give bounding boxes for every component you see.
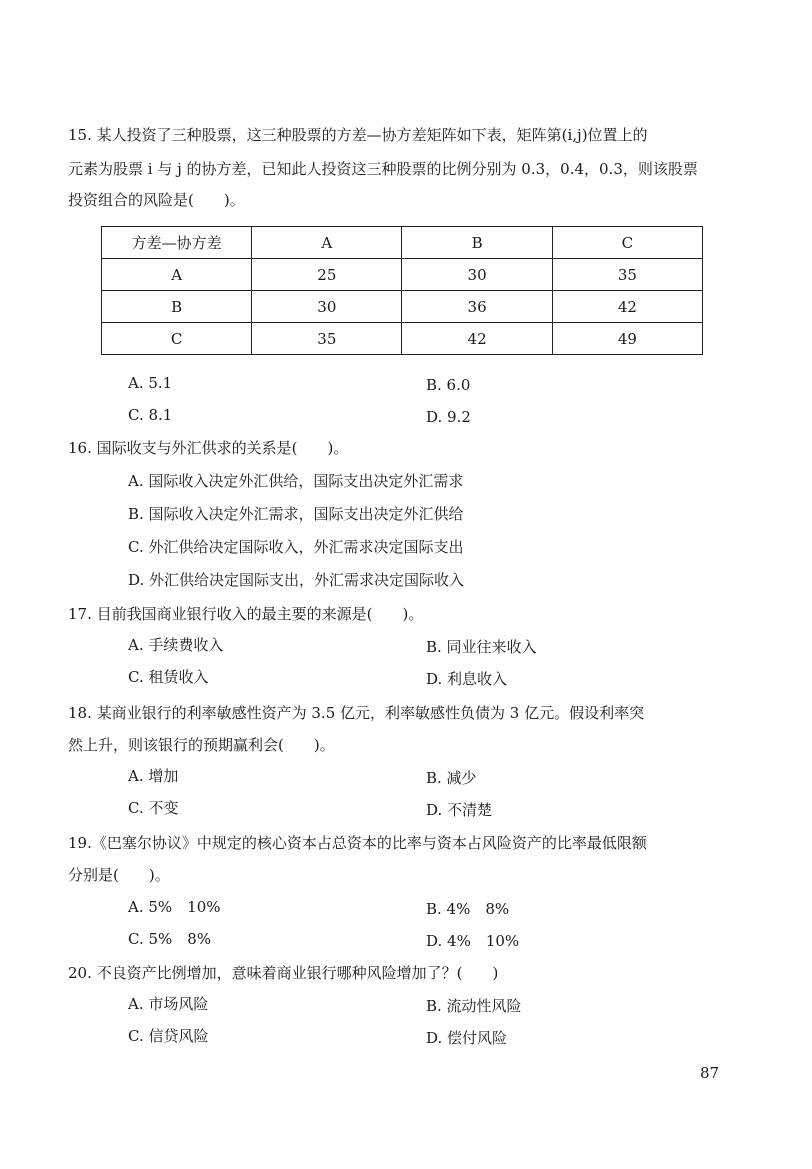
q17-stem: 17. 目前我国商业银行收入的最主要的来源是( )。 [68,605,424,623]
q15-option-a: A. 5.1 [128,374,173,392]
table-cell: C [102,323,252,355]
q18-stem-line2: 然上升，则该银行的预期赢利会( )。 [68,736,335,754]
q20-stem: 20. 不良资产比例增加，意味着商业银行哪种风险增加了？( ) [68,964,499,982]
table-header-cell: A [252,227,402,259]
q18-option-c: C. 不变 [128,799,179,817]
table-row [102,259,703,291]
q15-option-b: B. 6.0 [426,376,471,394]
table-cell: 35 [552,259,702,291]
q20-option-b: B. 流动性风险 [426,997,522,1015]
q20-option-d: D. 偿付风险 [426,1029,508,1047]
table-cell: B [102,291,252,323]
q19-option-c: C. 5% 8% [128,930,212,948]
q16-option-b: B. 国际收入决定外汇需求，国际支出决定外汇供给 [128,505,464,523]
q15-stem-line1: 15. 某人投资了三种股票，这三种股票的方差—协方差矩阵如下表，矩阵第(i,j)位置上的 [68,126,648,144]
q16-option-a: A. 国际收入决定外汇供给，国际支出决定外汇需求 [128,472,464,490]
q20-option-c: C. 信贷风险 [128,1027,209,1045]
q19-option-a: A. 5% 10% [128,898,221,916]
table-cell: 49 [552,323,702,355]
q20-option-a: A. 市场风险 [128,995,209,1013]
table-header-cell: B [402,227,552,259]
q18-option-b: B. 减少 [426,769,477,787]
q17-option-d: D. 利息收入 [426,670,508,688]
table-cell: 30 [252,291,402,323]
q17-option-c: C. 租赁收入 [128,668,209,686]
q19-option-b: B. 4% 8% [426,900,510,918]
table-cell: 25 [252,259,402,291]
q19-stem-line2: 分别是( )。 [68,866,170,884]
table-cell: 42 [552,291,702,323]
q17-option-a: A. 手续费收入 [128,636,224,654]
table-cell: 42 [402,323,552,355]
table-cell: 35 [252,323,402,355]
table-header-row [102,227,703,259]
q15-option-d: D. 9.2 [426,408,471,426]
q16-option-d: D. 外汇供给决定国际支出，外汇需求决定国际收入 [128,571,465,589]
q18-stem-line1: 18. 某商业银行的利率敏感性资产为 3.5 亿元，利率敏感性负债为 3 亿元。假设利率突 [68,704,645,722]
q16-option-c: C. 外汇供给决定国际收入，外汇需求决定国际支出 [128,538,464,556]
table-row [102,291,703,323]
table-header-cell: 方差—协方差 [102,227,252,259]
covariance-table [101,226,703,355]
table-cell: A [102,259,252,291]
q16-stem: 16. 国际收支与外汇供求的关系是( )。 [68,439,349,457]
table-cell: 36 [402,291,552,323]
q18-option-a: A. 增加 [128,767,179,785]
q15-stem-line2: 元素为股票 i 与 j 的协方差，已知此人投资这三种股票的比例分别为 0.3，0.4，0.3，则该股票 [68,160,698,178]
page-number: 87 [700,1064,720,1082]
q15-stem-line3: 投资组合的风险是( )。 [68,191,245,209]
table-cell: 30 [402,259,552,291]
table-header-cell: C [552,227,702,259]
q17-option-b: B. 同业往来收入 [426,638,537,656]
table-row [102,323,703,355]
q19-stem-line1: 19.《巴塞尔协议》中规定的核心资本占总资本的比率与资本占风险资产的比率最低限额 [68,834,647,852]
q18-option-d: D. 不清楚 [426,801,493,819]
q19-option-d: D. 4% 10% [426,932,520,950]
q15-option-c: C. 8.1 [128,406,173,424]
